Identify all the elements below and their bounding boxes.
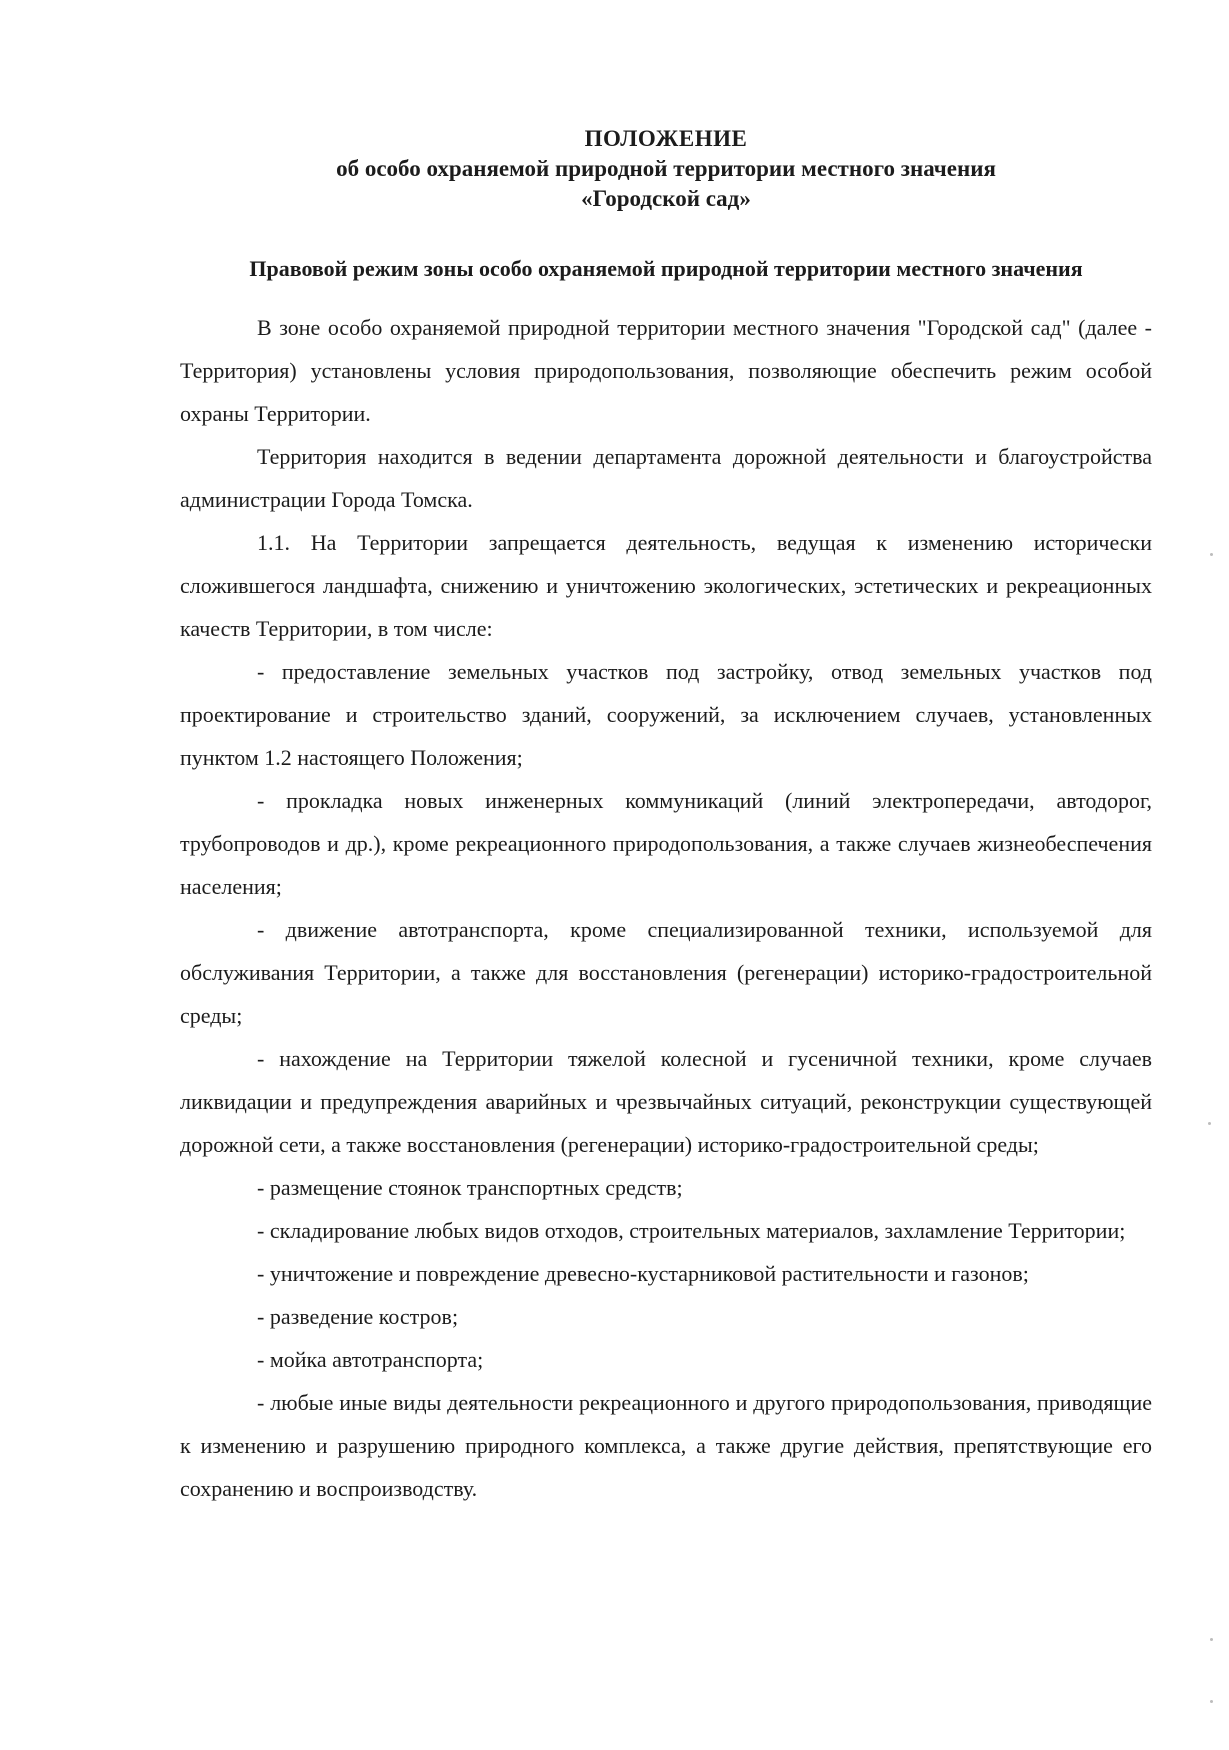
scan-speck [1210,1700,1213,1703]
scan-speck [1208,1122,1211,1125]
scan-speck [1210,1638,1213,1641]
list-item: - мойка автотранспорта; [257,1347,484,1372]
section-heading: Правовой режим зоны особо охраняемой природной территории местного значения [249,256,1083,281]
list-item: - нахождение на Территории тяжелой колесной и гусеничной техники, кроме случаев ликвидации и предупреждения аварийных и чрезвычайных ситуаций, реконструкции существующей дорожной сети, а также восстановления (регенерации) историко-градостроительной среды; [180,1046,1152,1157]
scan-speck [1210,553,1213,556]
list-item: - любые иные виды деятельности рекреационного и другого природопользования, приводящие к изменению и разрушению природного комплекса, а также другие действия, препятствующие его сохранению и воспроизводству. [180,1390,1152,1501]
list-item: - прокладка новых инженерных коммуникаций (линий электропередачи, автодорог, трубопроводов и др.), кроме рекреационного природопользования, а также случаев жизнеобеспечения населения; [180,788,1152,899]
list-item: - предоставление земельных участков под застройку, отвод земельных участков под проектирование и строительство зданий, сооружений, за исключением случаев, установленных пунктом 1.2 настоящего Положения; [180,659,1152,770]
document-subtitle-line1: об особо охраняемой природной территории местного значения [336,156,996,181]
document-page [180,124,1152,1510]
list-item: - разведение костров; [257,1304,459,1329]
paragraph-1-1: 1.1. На Территории запрещается деятельность, ведущая к изменению исторически сложившегося ландшафта, снижению и уничтожению экологических, эстетических и рекреационных качеств Территории, в том числе: [180,530,1152,641]
paragraph-jurisdiction: Территория находится в ведении департамента дорожной деятельности и благоустройства администрации Города Томска. [180,444,1152,512]
paragraph-intro: В зоне особо охраняемой природной территории местного значения "Городской сад" (далее - Территория) установлены условия природопользования, позволяющие обеспечить режим особой охраны Территории. [180,315,1152,426]
list-item: - уничтожение и повреждение древесно-кустарниковой растительности и газонов; [257,1261,1029,1286]
document-title: ПОЛОЖЕНИЕ [584,126,748,151]
list-item: - движение автотранспорта, кроме специализированной техники, используемой для обслуживания Территории, а также для восстановления (регенерации) историко-градостроительной среды; [180,917,1152,1028]
list-item: - складирование любых видов отходов, строительных материалов, захламление Территории; [257,1218,1126,1243]
document-subtitle-line2: «Городской сад» [581,186,751,211]
list-item: - размещение стоянок транспортных средств; [257,1175,683,1200]
